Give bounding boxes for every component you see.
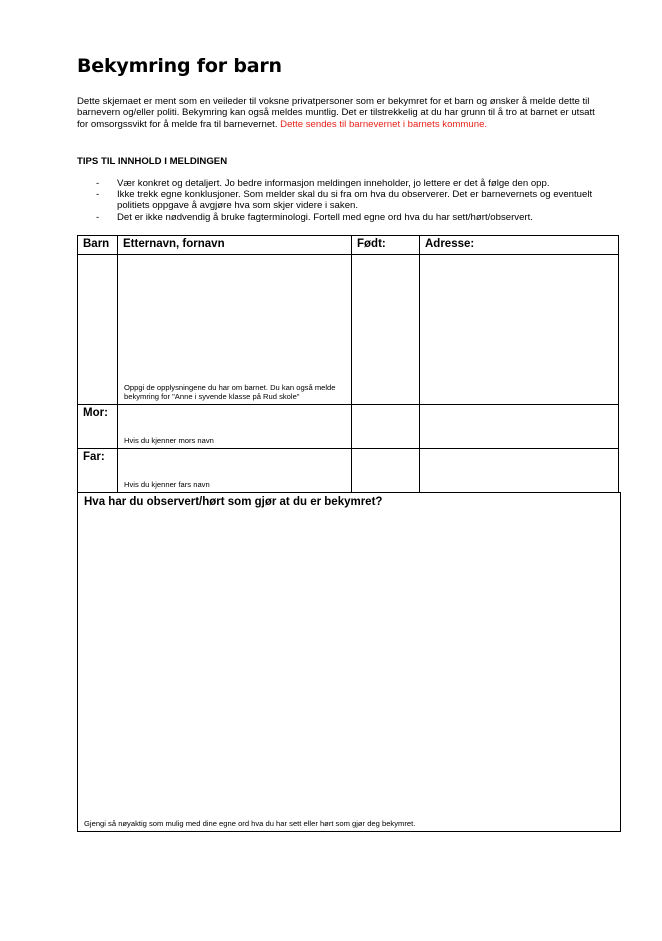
intro-paragraph	[77, 96, 597, 130]
table-header-row	[78, 236, 619, 255]
tip-text: Vær konkret og detaljert. Jo bedre informasjon meldingen inneholder, jo lettere er det å følge den opp.	[117, 178, 550, 189]
observation-hint: Gjengi så nøyaktig som mulig med dine egne ord hva du har sett eller hørt som gjør deg bekymret.	[84, 819, 416, 828]
tip-item	[96, 178, 596, 189]
child-address-field[interactable]	[420, 255, 619, 405]
child-name-field[interactable]	[118, 255, 352, 405]
child-born-field[interactable]	[352, 255, 420, 405]
header-barn: Barn	[78, 236, 118, 255]
tip-item	[96, 212, 596, 223]
father-hint: Hvis du kjenner fars navn	[124, 480, 210, 489]
mother-name-field[interactable]	[118, 405, 352, 449]
tip-item	[96, 189, 596, 211]
mother-label: Mor:	[78, 405, 118, 449]
mother-born-field[interactable]	[352, 405, 420, 449]
observation-field[interactable]	[77, 492, 621, 832]
observation-question: Hva har du observert/hørt som gjør at du er bekymret?	[84, 496, 383, 508]
child-info-table	[77, 235, 619, 493]
tip-marker: -	[96, 189, 100, 201]
tips-heading: TIPS TIL INNHOLD I MELDINGEN	[77, 156, 228, 167]
tip-marker: -	[96, 211, 100, 223]
mother-address-field[interactable]	[420, 405, 619, 449]
father-born-field[interactable]	[352, 449, 420, 493]
mother-hint: Hvis du kjenner mors navn	[124, 436, 214, 445]
child-hint: Oppgi de opplysningene du har om barnet. Du kan også melde bekymring for "Anne i syvende klasse på Rud skole"	[124, 383, 336, 401]
father-address-field[interactable]	[420, 449, 619, 493]
tip-marker: -	[96, 178, 100, 189]
father-name-field[interactable]	[118, 449, 352, 493]
intro-text: Dette skjemaet er ment som en veileder til voksne privatpersoner som er bekymret for et barn og ønsker å melde dette til barnevern og/eller politi. Bekymring kan også meldes muntlig. Det er tilstrekkelig at du har grunn til å tro at barnet er utsatt for omsorgssvikt for å melde fra til barnevernet.	[77, 96, 595, 130]
child-row	[78, 255, 619, 405]
header-address: Adresse:	[420, 236, 619, 255]
intro-highlight: Dette sendes til barnevernet i barnets kommune.	[280, 118, 488, 130]
child-label-cell	[78, 255, 118, 405]
mother-row	[78, 405, 619, 449]
tip-text: Ikke trekk egne konklusjoner. Som melder skal du si fra om hva du observerer. Det er barnevernets og eventuelt politiets oppgave å avgjøre hva som skjer videre i saken.	[117, 189, 593, 212]
tip-text: Det er ikke nødvendig å bruke fagterminologi. Fortell med egne ord hva du har sett/hørt/observert.	[117, 211, 533, 223]
page-title: Bekymring for barn	[77, 55, 282, 77]
header-name: Etternavn, fornavn	[118, 236, 352, 255]
father-row	[78, 449, 619, 493]
header-born: Født:	[352, 236, 420, 255]
father-label: Far:	[78, 449, 118, 493]
tips-list	[96, 178, 596, 223]
